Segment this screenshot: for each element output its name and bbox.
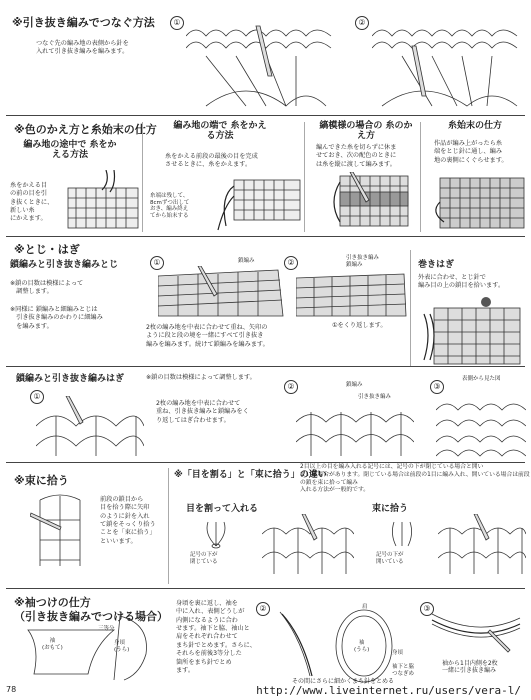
subsection-title: 編み地の端で 糸をかえる方法	[173, 121, 267, 142]
seam-step1-illustration	[158, 266, 288, 322]
yarn-end-illustration	[430, 172, 526, 234]
split-stitch-illustration	[262, 514, 354, 580]
step-number: ③	[430, 380, 444, 394]
join-step1-illustration	[36, 396, 144, 458]
subsection-text: 編んできた糸を切らずに休ま せておき、次の配色のときに は糸を縦に渡して編みます。	[316, 144, 397, 168]
section-text: 前段の鎖目から 目を拾う際に矢印 のように針を入れ て鎖をそっくり拾う ことを「束に拾う」 といいます。	[100, 496, 156, 545]
divider	[6, 366, 525, 367]
section-text: つなぐ先の編み地の表側から針を 入れて引き抜き編みを編みます。	[36, 40, 129, 56]
subsection-title: 巻きはぎ	[418, 260, 455, 270]
divider	[6, 588, 525, 589]
whip-stitch-illustration	[420, 294, 524, 366]
subsection-title: 縞模様の場合の 糸のかえ方	[319, 121, 413, 142]
section-text: 身頃を裏に返し、袖を 中に入れ、表側どうしが 内側になるように合わ せます。袖下と脇、袖山と 肩をそれぞれ合わせて まち針でとめます。さらに、 それらを前後3等分した 箇所をまち針でとめ ます。	[176, 600, 256, 674]
step-number: ②	[284, 256, 298, 270]
illustration-label: 記号の下が 開いている	[376, 552, 404, 565]
illustration-label: 鎖編み	[346, 382, 363, 388]
section-title: ※袖つけの仕方 （引き抜き編みでつける場合）	[14, 596, 168, 624]
illustration-label: 身頃	[392, 650, 404, 656]
closed-symbol-icon	[196, 518, 236, 550]
subsection-text: 外表に合わせ、とじ針で 編み目の上の鎖目を拾います。	[418, 274, 505, 290]
subsection-title: 束に拾う	[372, 504, 409, 514]
subsection-title: 目を割って入れる	[186, 504, 259, 514]
illustration-label: 記号の下が 閉じている	[190, 552, 218, 565]
section-text: 2目以上の目を編み入れる記号には、記号の下が閉じている場合と開い ている場合があります。閉じている場合は前段の1目に編み入れ、開いている場合は前段の鎖を束に拾って編み 入れる方法が一般的です。	[300, 464, 530, 494]
illustration-label: 袖 (おもて)	[42, 638, 63, 651]
illustration-label: 鎖編み	[238, 258, 255, 264]
join-step2-illustration	[296, 402, 414, 458]
color-change-edge-illustration	[210, 176, 302, 234]
step-number: ②	[355, 16, 369, 30]
illustration-label: 引き抜き編み 鎖編み	[346, 255, 380, 268]
divider	[6, 236, 525, 237]
source-url: http://www.liveinternet.ru/users/vera-l/	[256, 684, 521, 697]
section-title: ※色のかえ方と糸始末の仕方	[14, 123, 157, 136]
page-number: 78	[6, 685, 17, 694]
note: ※同様に 鎖編みと細編みとじは 引き抜き編みのかわりに細編み を編みます。	[10, 306, 103, 330]
note: ※鎖の目数は模様によって調整します。	[146, 374, 256, 381]
divider	[6, 462, 525, 463]
step-number: ③	[420, 602, 434, 616]
step-number: ②	[256, 602, 270, 616]
step-number: ①	[170, 16, 184, 30]
illustration-label: 表側から見た図	[462, 376, 501, 382]
illustration-label: 袖 (うら)	[354, 640, 370, 653]
section-title: ※とじ・はぎ	[14, 243, 80, 256]
section-title: ※引き抜き編みでつなぐ方法	[12, 16, 155, 29]
pick-space-illustration	[438, 514, 526, 580]
color-change-mid-illustration	[66, 170, 140, 232]
subsection-title: ※「目を割る」と「束に拾う」の違い	[174, 470, 327, 480]
illustration-label: 袖下と脇 つなぎめ	[392, 664, 415, 677]
subsection-text: 糸をかえる目 の前の目を引 き抜くときに、 新しい糸 にかえます。	[10, 182, 54, 223]
section-text: 2枚の編み地を中表に合わせて 重ね、引き抜き編みと鎖編みをく り返してはぎ合わせます。	[156, 400, 249, 424]
step-number: ①	[30, 390, 44, 404]
subsection-title: 鎖編みと引き抜き編みはぎ	[16, 374, 125, 384]
join-illustration-1	[186, 16, 336, 112]
seam-step2-illustration	[296, 272, 408, 318]
illustration-label: 三等分	[98, 626, 115, 632]
subsection-text: 作品が編み上がったら糸 端をとじ針に通し、編み 地の裏側にくぐらせます。	[434, 140, 508, 164]
sleeve-slip-illustration	[428, 608, 524, 658]
stripe-color-illustration	[320, 172, 410, 232]
illustration-label: 糸端は残して、 8cmずつ出して おき、編み終え てから始末する	[150, 193, 190, 219]
illustration-label: 肩	[362, 604, 368, 610]
step-number: ①	[150, 256, 164, 270]
illustration-label: 引き抜き編み	[358, 394, 392, 400]
repeat-text: ①をくり返します。	[332, 322, 387, 329]
step-number: ②	[284, 380, 298, 394]
join-step3-illustration	[436, 394, 526, 458]
open-symbol-icon	[382, 518, 422, 550]
caption: その間にさらに細かくまち針をとめる	[292, 678, 395, 685]
divider	[6, 115, 525, 116]
join-illustration-2	[372, 16, 522, 112]
pick-up-space-illustration	[30, 490, 94, 570]
subsection-text: 糸をかえる前段の最後の目を完成 させるときに、糸をかえます。	[165, 153, 258, 169]
subsection-title: 鎖編みと引き抜き編みとじ	[10, 260, 119, 270]
section-title: ※束に拾う	[14, 474, 69, 487]
illustration-label: 身頃 (うら)	[114, 640, 130, 653]
caption: 袖から1目内側を2枚 一緒に引き抜き編み	[442, 660, 498, 675]
section-text: 2枚の編み地を中表に合わせて重ね、矢印の ように段と段の境を一緒にすべて引き抜き 編みを編みます。続けて鎖編みを編みます。	[146, 324, 269, 348]
subsection-title: 糸始末の仕方	[447, 121, 502, 131]
note: ※鎖の目数は模様によって 調整します。	[10, 280, 84, 296]
sleeve-pin-illustration	[270, 606, 410, 686]
subsection-title: 編み地の途中で 糸をかえる方法	[23, 140, 117, 161]
